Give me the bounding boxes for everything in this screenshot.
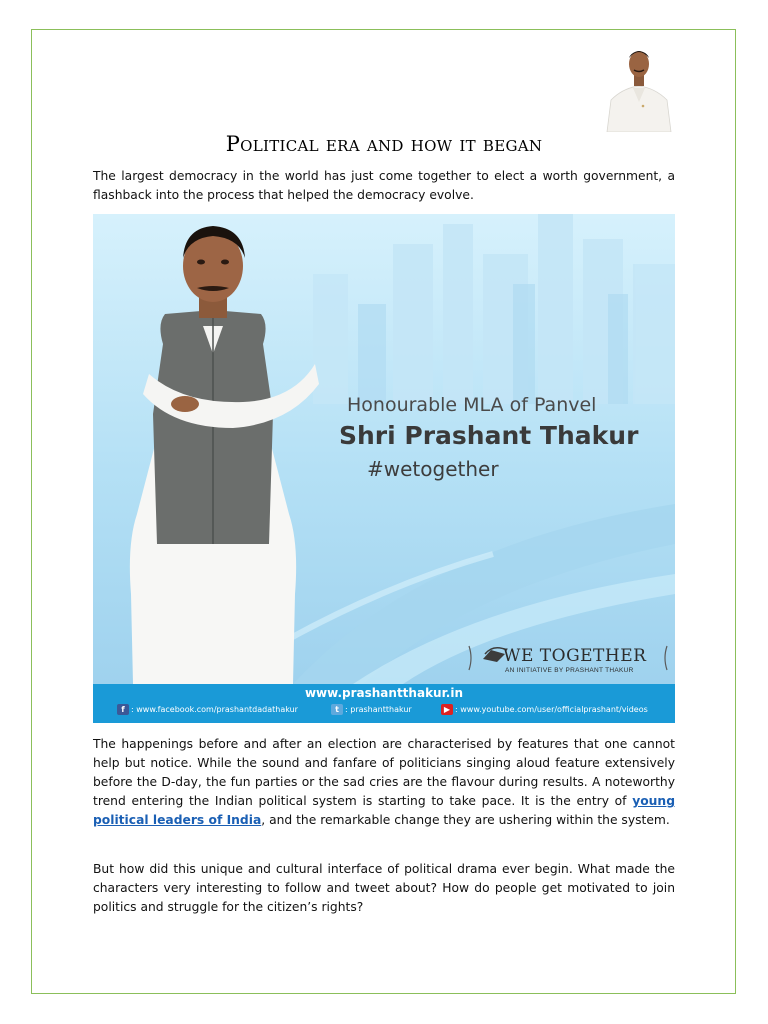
banner-subtitle: Honourable MLA of Panvel (347, 394, 597, 416)
body-paragraph-2 (93, 735, 675, 830)
banner-hashtag: #wetogether (367, 457, 499, 481)
para2-text-after: , and the remarkable change they are ushering within the system. (261, 813, 670, 827)
intro-paragraph: The largest democracy in the world has just come together to elect a worth government, a flashback into the process that helped the democracy evolve. (93, 169, 675, 202)
author-portrait (603, 42, 675, 132)
twitter-handle (331, 704, 412, 715)
youtube-icon: ▶ (441, 704, 453, 715)
banner-name: Shri Prashant Thakur (339, 421, 639, 450)
facebook-text: : www.facebook.com/prashantdadathakur (131, 705, 298, 714)
facebook-handle (117, 704, 298, 715)
para2-text-before: The happenings before and after an election are characterised by features that one cannot help but notice. While the sound and fanfare of politicians singing aloud feature extensively before the D-day, the fun parties or the sad cries are the flavour during results. A noteworthy trend entering the Indian political system is starting to take pace. It is the entry of (93, 737, 675, 808)
facebook-icon: f (117, 704, 129, 715)
young-leaders-link[interactable]: young political leaders of India (93, 794, 675, 827)
logo-main-text: WE TOGETHER (503, 646, 647, 666)
campaign-banner-image (93, 214, 675, 723)
twitter-icon: t (331, 704, 343, 715)
body-paragraph-3: But how did this unique and cultural interface of political drama ever begin. What made the characters very interesting to follow and tweet about? How do people get motivated to join politics and struggle for the citizen’s rights? (93, 862, 675, 914)
page-title: Political era and how it began (225, 132, 543, 156)
website-url: www.prashantthakur.in (304, 686, 464, 700)
youtube-text: : www.youtube.com/user/officialprashant/videos (455, 705, 648, 714)
logo-sub-text: AN INITIATIVE BY PRASHANT THAKUR (505, 667, 634, 674)
twitter-text: : prashantthakur (345, 705, 412, 714)
youtube-handle (441, 704, 648, 715)
